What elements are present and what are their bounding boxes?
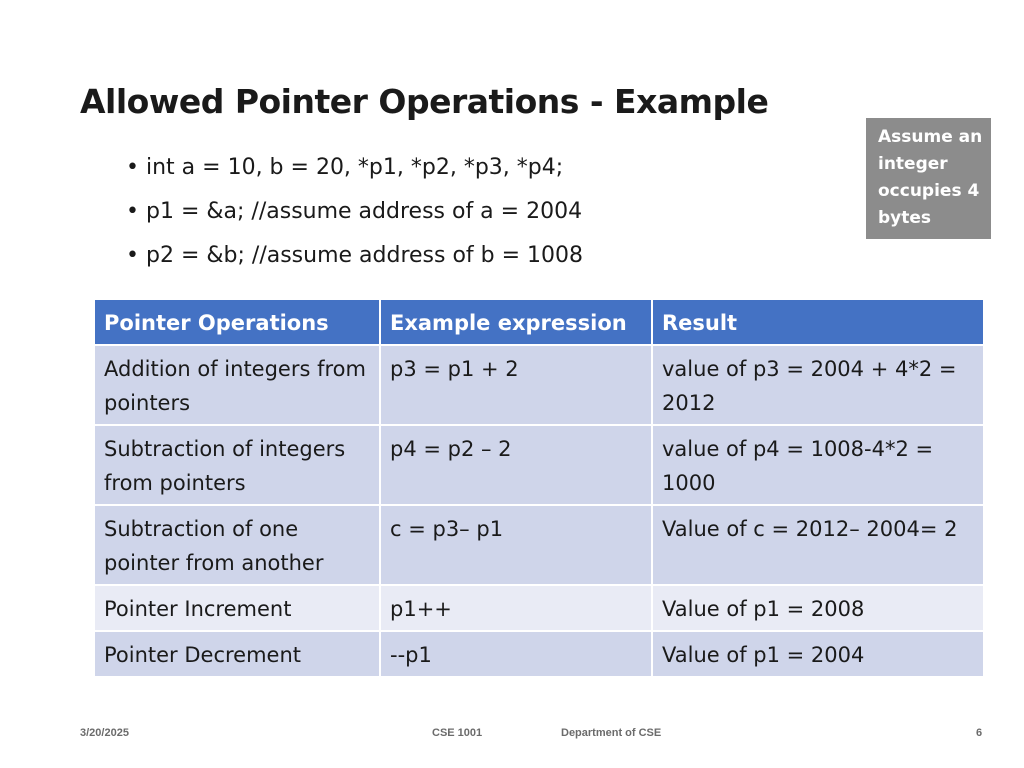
operations-table [93,298,985,678]
footer-page-number: 6 [976,727,983,739]
footer-course: CSE 1001 [432,727,483,739]
table-cell: Value of p1 = 2008 [652,585,984,631]
bullet-dot-icon: • [126,199,139,224]
table-cell: p3 = p1 + 2 [380,345,652,425]
table-cell: Value of p1 = 2004 [652,631,984,677]
table-cell: value of p3 = 2004 + 4*2 = 2012 [652,345,984,425]
slide-title: Allowed Pointer Operations - Example [80,82,769,121]
note-box: Assume an integer occupies 4 bytes [866,118,991,239]
table-cell: Addition of integers from pointers [94,345,380,425]
bullet-text: p2 = &b; //assume address of b = 1008 [146,243,584,268]
bullet-list [126,146,583,278]
bullet-text: int a = 10, b = 20, *p1, *p2, *p3, *p4; [146,155,564,180]
table-cell: p4 = p2 – 2 [380,425,652,505]
table-row [94,425,984,505]
bullet-text: p1 = &a; //assume address of a = 2004 [146,199,583,224]
bullet-dot-icon: • [126,155,139,180]
bullet-item [126,234,583,278]
table-cell: --p1 [380,631,652,677]
table-row [94,631,984,677]
header-cell: Pointer Operations [94,299,380,345]
table-row [94,505,984,585]
bullet-item [126,146,583,190]
table-row [94,345,984,425]
header-cell: Result [652,299,984,345]
table-cell: p1++ [380,585,652,631]
table-cell: value of p4 = 1008-4*2 = 1000 [652,425,984,505]
bullet-item [126,190,583,234]
table-cell: c = p3– p1 [380,505,652,585]
footer-department: Department of CSE [561,727,662,739]
table-cell: Value of c = 2012– 2004= 2 [652,505,984,585]
table-cell: Subtraction of one pointer from another [94,505,380,585]
bullet-dot-icon: • [126,243,139,268]
table-header-row [94,299,984,345]
table-cell: Pointer Increment [94,585,380,631]
footer-date: 3/20/2025 [80,727,129,739]
table-cell: Subtraction of integers from pointers [94,425,380,505]
table-cell: Pointer Decrement [94,631,380,677]
table-row [94,585,984,631]
header-cell: Example expression [380,299,652,345]
